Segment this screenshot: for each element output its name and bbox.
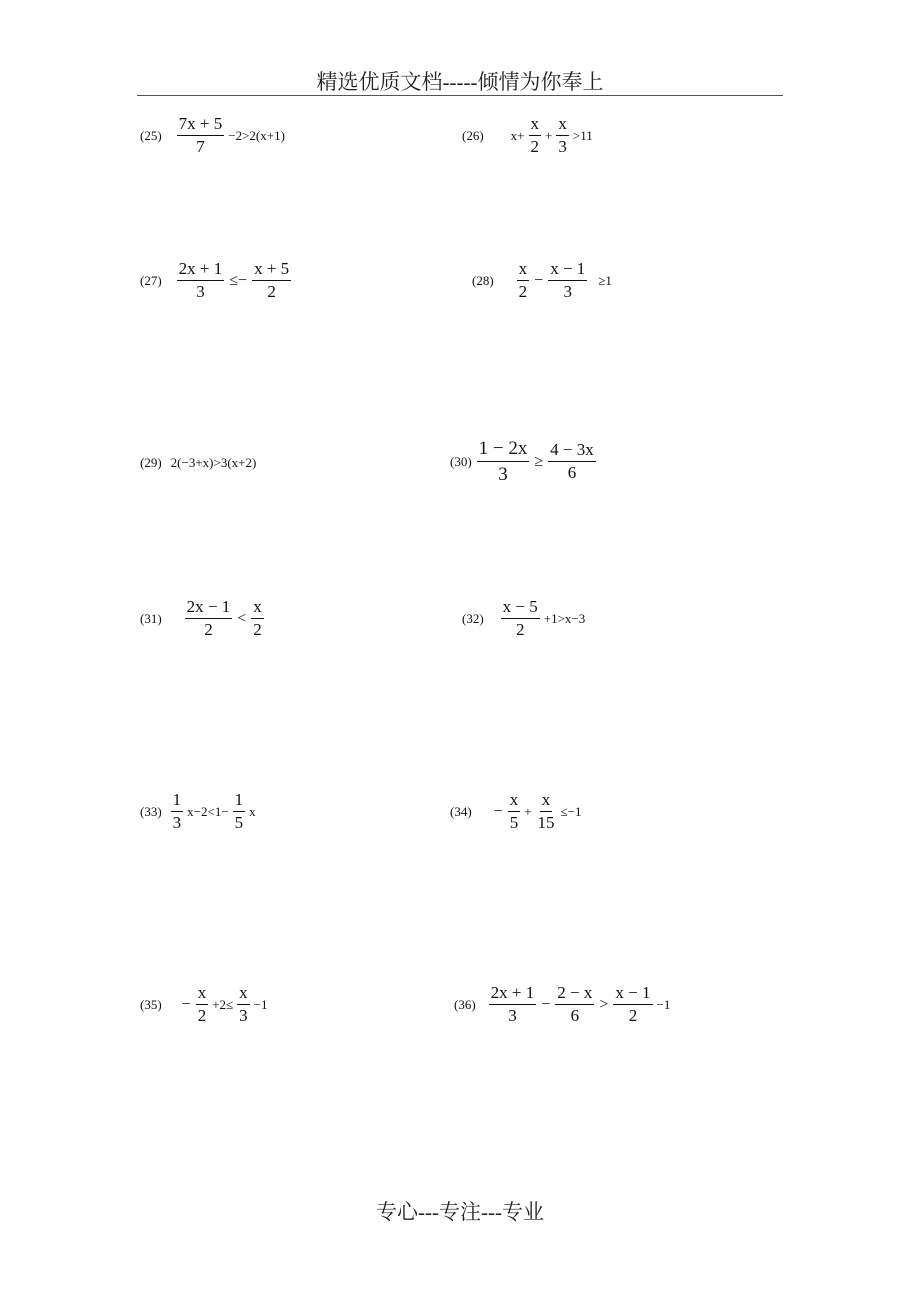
fraction (555, 982, 594, 1027)
problem-33 (140, 789, 257, 834)
denominator: 3 (558, 137, 567, 156)
numerator: x − 1 (613, 982, 652, 1005)
problem-28 (472, 258, 613, 303)
expression-text: −2>2(x+1) (228, 127, 285, 143)
expression-text: x (249, 803, 256, 819)
fraction (508, 789, 521, 834)
denominator: 2 (267, 282, 276, 301)
fraction (171, 789, 184, 834)
numerator: 2x − 1 (185, 596, 233, 619)
denominator: 2 (197, 1006, 207, 1025)
operator: > (599, 995, 609, 1013)
expression-text: −1 (656, 996, 671, 1012)
expression-text: 2(−3+x)>3(x+2) (170, 455, 257, 470)
problem-number: (35) (140, 996, 162, 1012)
denominator: 6 (570, 1006, 580, 1025)
numerator: x (237, 982, 250, 1005)
numerator: 1 (171, 789, 184, 812)
expression-text: >11 (572, 127, 593, 143)
fraction (252, 258, 291, 303)
numerator: x − 1 (548, 258, 587, 281)
numerator: 4 − 3x (548, 439, 596, 462)
numerator: x (556, 113, 569, 136)
denominator: 3 (498, 464, 508, 485)
operator: − (181, 995, 191, 1013)
operator: − (534, 271, 544, 289)
problem-34 (450, 789, 583, 834)
expression-text: ≥1 (598, 272, 612, 288)
numerator: 1 (233, 789, 246, 812)
expression-text: + (545, 127, 553, 143)
expression-text: ≤−1 (560, 803, 582, 819)
fraction (237, 982, 250, 1027)
denominator: 6 (567, 463, 577, 482)
numerator: x (517, 258, 530, 281)
numerator: x (196, 982, 209, 1005)
fraction (177, 258, 225, 303)
fraction (556, 113, 569, 158)
fraction (251, 596, 264, 641)
denominator: 15 (537, 813, 555, 832)
denominator: 2 (515, 620, 525, 639)
problem-27 (140, 258, 294, 303)
denominator: 2 (253, 620, 262, 639)
problem-35 (140, 982, 269, 1027)
denominator: 3 (239, 1006, 248, 1025)
expression-text: +1>x−3 (543, 610, 586, 626)
numerator: x − 5 (501, 596, 540, 619)
problem-number: (29) (140, 455, 162, 470)
numerator: x (508, 789, 521, 812)
numerator: 7x + 5 (177, 113, 225, 136)
fraction (517, 258, 530, 303)
numerator: x (529, 113, 542, 136)
problem-number: (33) (140, 803, 162, 819)
operator: − (541, 995, 551, 1013)
numerator: 2x + 1 (489, 982, 537, 1005)
fraction (196, 982, 209, 1027)
problem-number: (28) (472, 272, 494, 288)
fraction (536, 789, 557, 834)
expression-text: x−2<1− (187, 803, 229, 819)
problem-29 (140, 455, 257, 471)
problem-36 (454, 982, 671, 1027)
denominator: 2 (518, 282, 528, 301)
fraction (613, 982, 652, 1027)
page-header-title: 精选优质文档-----倾情为你奉上 (316, 70, 604, 94)
problem-number: (36) (454, 996, 476, 1012)
problem-number: (27) (140, 272, 162, 288)
numerator: 2x + 1 (177, 258, 225, 281)
expression-text: −1 (253, 996, 268, 1012)
fraction (489, 982, 537, 1027)
page-footer-text: 专心---专注---专业 (376, 1200, 544, 1224)
denominator: 2 (204, 620, 213, 639)
fraction (548, 439, 596, 484)
problem-30 (450, 436, 599, 487)
fraction (548, 258, 587, 303)
denominator: 5 (509, 813, 519, 832)
expression-text: +2≤ (212, 996, 234, 1012)
problem-31 (140, 596, 267, 641)
denominator: 2 (530, 137, 540, 156)
numerator: 1 − 2x (477, 436, 530, 462)
problem-number: (31) (140, 610, 162, 626)
denominator: 3 (563, 282, 572, 301)
operator: − (493, 802, 503, 820)
denominator: 3 (196, 282, 205, 301)
expression-text: x+ (510, 127, 525, 143)
operator: ≤− (229, 271, 248, 289)
fraction (501, 596, 540, 641)
numerator: 2 − x (555, 982, 594, 1005)
problem-number: (26) (462, 127, 484, 143)
denominator: 3 (172, 813, 182, 832)
operator: < (237, 609, 247, 627)
fraction (233, 789, 246, 834)
numerator: x (251, 596, 264, 619)
fraction (529, 113, 542, 158)
problem-26 (462, 113, 594, 158)
denominator: 3 (508, 1006, 517, 1025)
numerator: x + 5 (252, 258, 291, 281)
operator: ≥ (534, 452, 544, 470)
problem-number: (34) (450, 803, 472, 819)
problem-number: (32) (462, 610, 484, 626)
problem-25 (140, 113, 286, 158)
denominator: 2 (628, 1006, 638, 1025)
problem-number: (30) (450, 453, 472, 469)
expression-text: + (524, 803, 532, 819)
problem-32 (462, 596, 586, 641)
fraction (177, 113, 225, 158)
problem-number: (25) (140, 127, 162, 143)
denominator: 5 (234, 813, 244, 832)
header-rule (137, 95, 783, 96)
numerator: x (540, 789, 553, 812)
fraction (477, 436, 530, 487)
denominator: 7 (196, 137, 205, 156)
fraction (185, 596, 233, 641)
